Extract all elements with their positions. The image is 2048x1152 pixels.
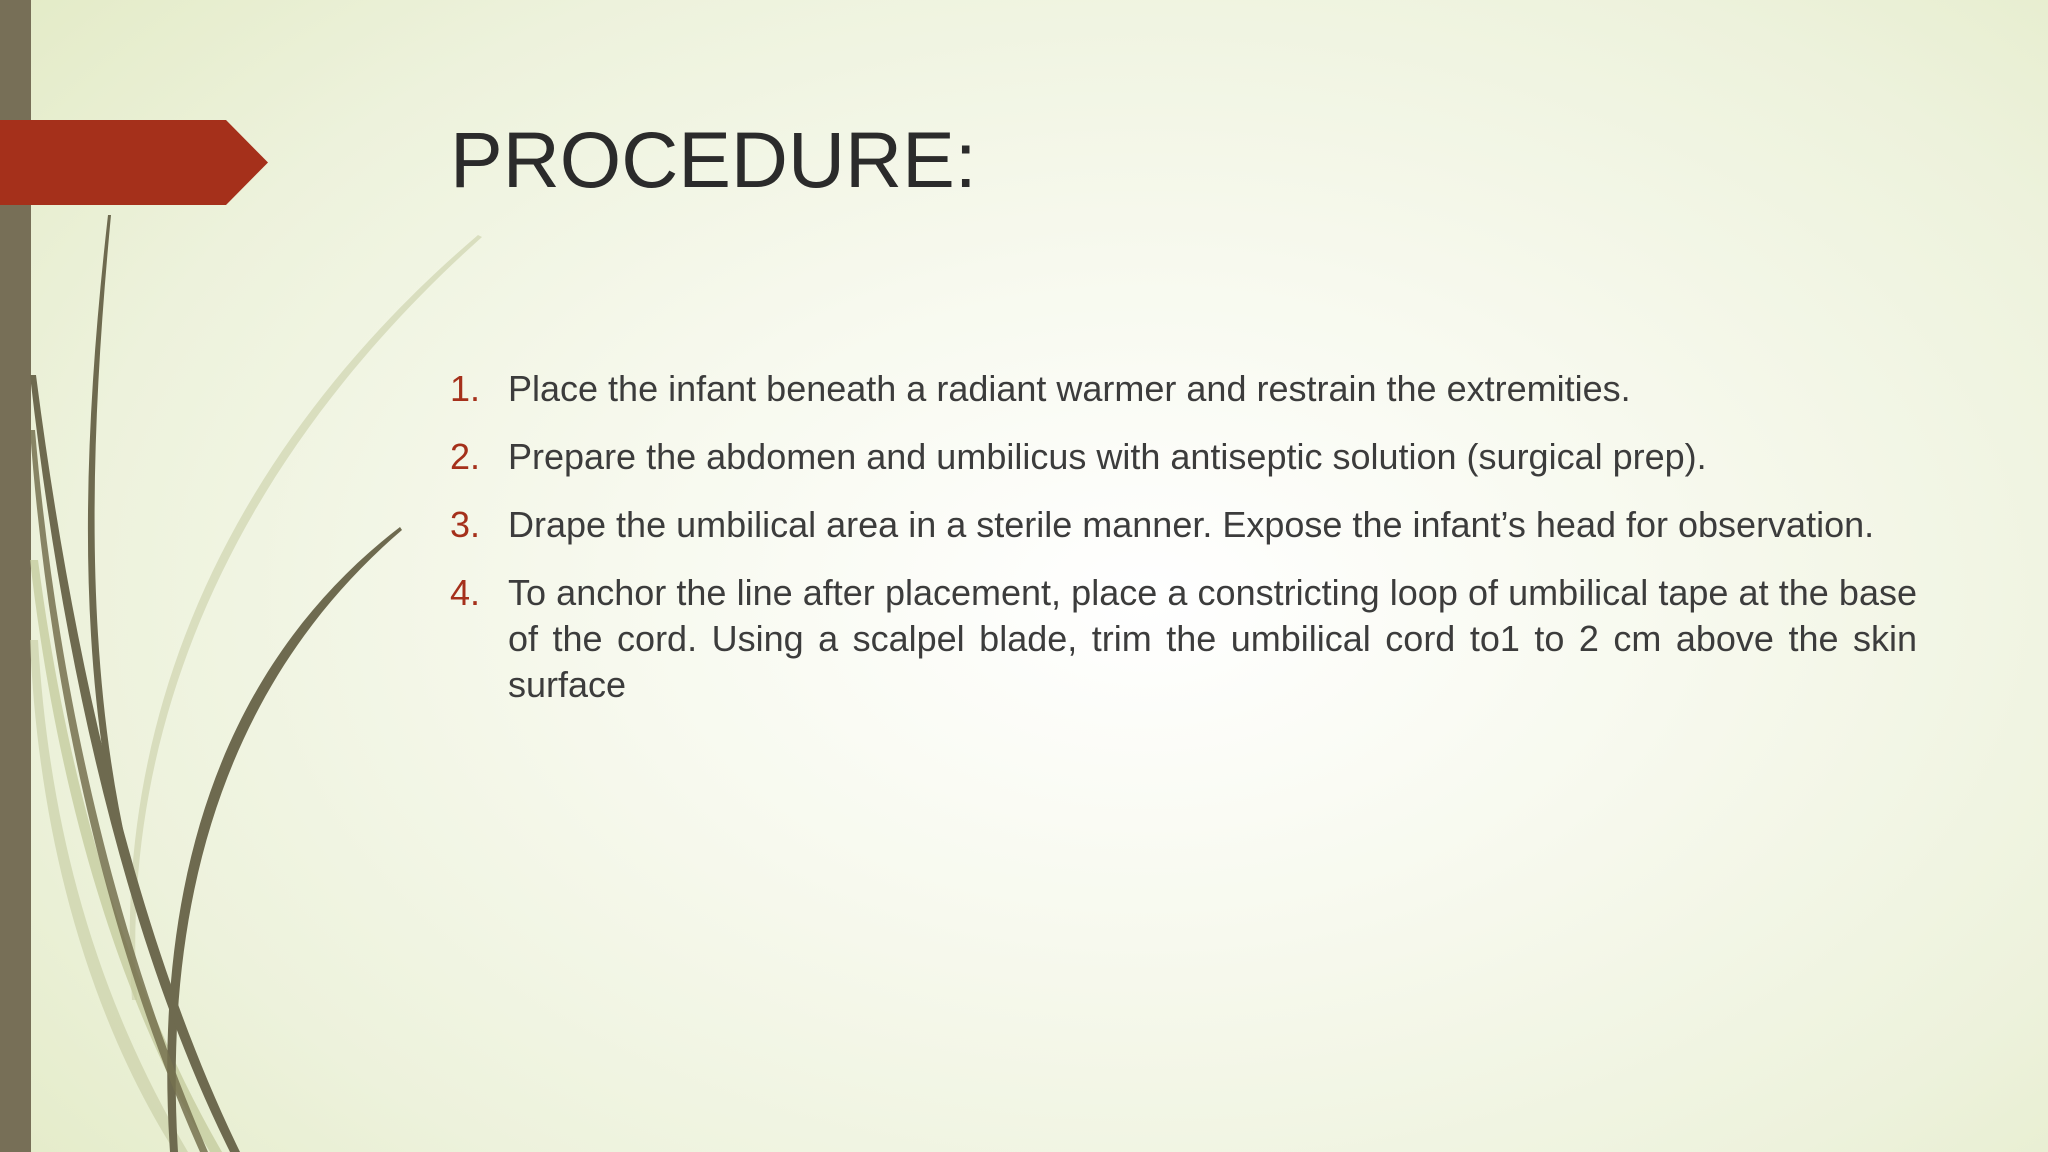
step-number: 4. (450, 572, 481, 613)
slide-title: PROCEDURE: (450, 115, 977, 204)
title-flag-arrow (0, 120, 268, 205)
grass-stroke-pale-1 (130, 235, 482, 1000)
procedure-steps-list (450, 366, 1917, 730)
step-number: 1. (450, 368, 481, 409)
grass-stroke-dark-2 (167, 527, 402, 1152)
step-number: 2. (450, 436, 481, 477)
step-text: To anchor the line after placement, place a constricting loop of umbilical tape at the base of the cord. Using a scalpel blade, trim the umbilical cord to1 to 2 cm above the skin surface (508, 572, 1917, 705)
step-text: Place the infant beneath a radiant warmer and restrain the extremities. (508, 368, 1631, 409)
step-number: 3. (450, 504, 481, 545)
list-item (450, 366, 1917, 412)
list-item (450, 502, 1917, 548)
list-item (450, 570, 1917, 708)
list-item (450, 434, 1917, 480)
grass-stroke-dark-3 (30, 375, 240, 1152)
step-text: Prepare the abdomen and umbilicus with antiseptic solution (surgical prep). (508, 436, 1707, 477)
step-text: Drape the umbilical area in a sterile manner. Expose the infant’s head for observation. (508, 504, 1875, 545)
